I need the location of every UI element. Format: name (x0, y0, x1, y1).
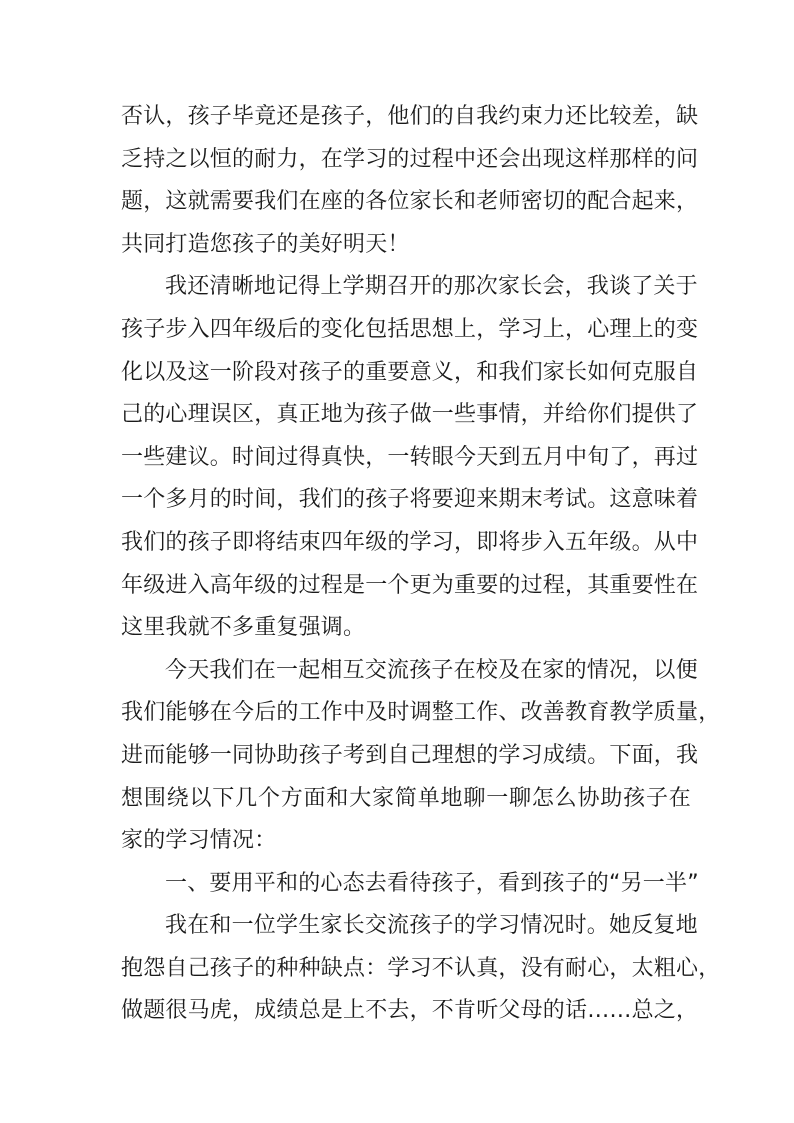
text-line: 我还清晰地记得上学期召开的那次家长会，我谈了关于 (165, 274, 698, 300)
text-line: 我们能够在今后的工作中及时调整工作、改善教育教学质量， (121, 700, 721, 726)
text-line: 这里我就不多重复强调。 (121, 615, 366, 641)
text-line: 乏持之以恒的耐力，在学习的过程中还会出现这样那样的问 (121, 146, 699, 172)
text-line: 进而能够一同协助孩子考到自己理想的学习成绩。下面，我 (121, 742, 699, 768)
text-line: 共同打造您孩子的美好明天！ (121, 231, 410, 257)
text-line: 一个多月的时间，我们的孩子将要迎来期末考试。这意味着 (121, 487, 699, 513)
text-line: 孩子步入四年级后的变化包括思想上，学习上，心理上的变 (121, 316, 699, 342)
document-body (121, 102, 721, 1039)
text-line: 做题很马虎，成绩总是上不去，不肯听父母的话……总之， (121, 998, 699, 1024)
text-line: 今天我们在一起相互交流孩子在校及在家的情况，以便 (165, 657, 698, 683)
text-line: 我们的孩子即将结束四年级的学习，即将步入五年级。从中 (121, 529, 699, 555)
text-line: 己的心理误区，真正地为孩子做一些事情，并给你们提供了 (121, 402, 699, 428)
text-line: 题，这就需要我们在座的各位家长和老师密切的配合起来， (121, 189, 699, 215)
text-line: 一些建议。时间过得真快，一转眼今天到五月中旬了，再过 (121, 444, 699, 470)
text-line: 抱怨自己孩子的种种缺点：学习不认真，没有耐心，太粗心， (121, 955, 721, 981)
text-line: 我在和一位学生家长交流孩子的学习情况时。她反复地 (165, 913, 698, 939)
text-line: 想围绕以下几个方面和大家简单地聊一聊怎么协助孩子在 (121, 785, 691, 811)
text-line: 一、要用平和的心态去看待孩子，看到孩子的“另一半” (165, 870, 699, 896)
text-line: 家的学习情况： (121, 828, 277, 854)
text-line: 否认，孩子毕竟还是孩子，他们的自我约束力还比较差，缺 (121, 104, 699, 129)
text-line: 年级进入高年级的过程是一个更为重要的过程，其重要性在 (121, 572, 699, 598)
text-line: 化以及这一阶段对孩子的重要意义，和我们家长如何克服自 (121, 359, 699, 385)
